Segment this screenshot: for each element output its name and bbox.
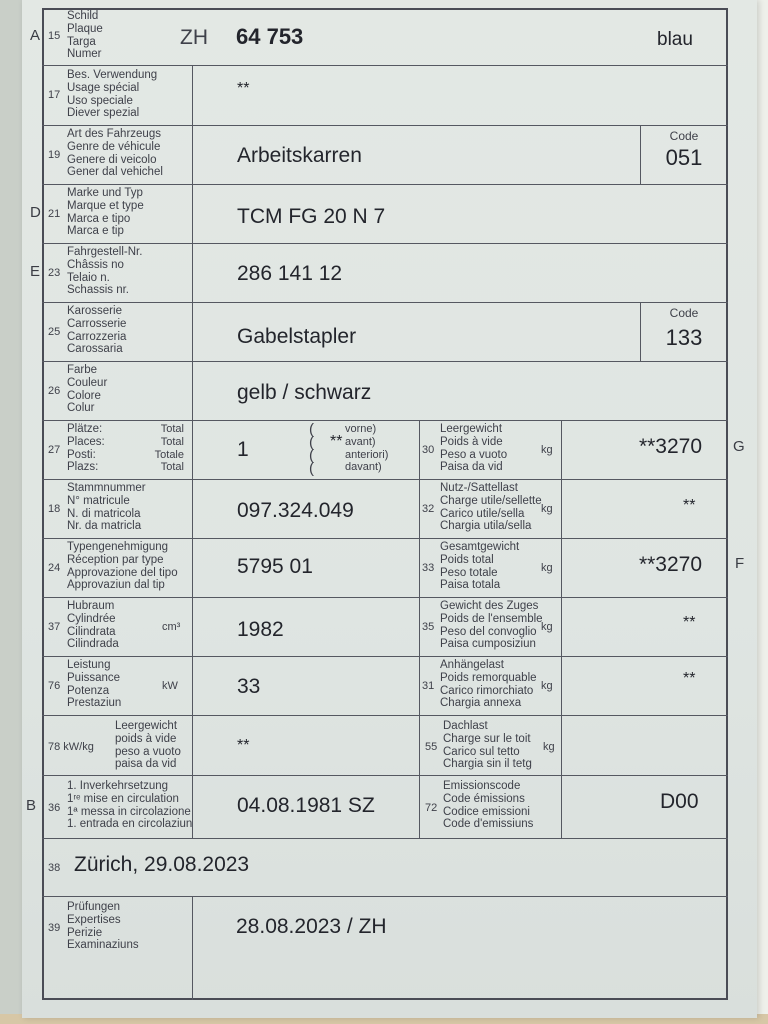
row-divider: [42, 656, 728, 657]
field-number: 36: [48, 802, 61, 814]
row-divider: [42, 597, 728, 598]
front-seats-bracket: ( ( ( (: [309, 421, 314, 477]
row-divider: [42, 243, 728, 244]
row-divider: [42, 302, 728, 303]
unit-cm3: cm³: [162, 621, 181, 633]
first-registration-label: 1. Inverkehrsetzung 1ʳᵉ mise en circulation 1ª messa in circolazione 1. entrada en circolaziun: [67, 780, 193, 831]
side-letter-b: B: [26, 797, 37, 814]
power-weight-value: **: [237, 737, 250, 754]
row-divider: [42, 65, 728, 66]
total-weight-value: **3270: [638, 553, 702, 576]
color-value: gelb / schwarz: [237, 381, 372, 404]
row-divider: [42, 125, 728, 126]
field-number: 21: [48, 208, 61, 220]
make-type-label: Marke und Typ Marque et type Marca e tipo Marca e tip: [67, 187, 144, 238]
field-number: 31: [422, 680, 435, 692]
field-number: 38: [48, 862, 61, 874]
place-date-value: Zürich, 29.08.2023: [74, 853, 250, 876]
unit-kg: kg: [541, 680, 553, 692]
field-number: 33: [422, 562, 435, 574]
power-value: 33: [237, 675, 261, 698]
field-number: 25: [48, 326, 61, 338]
vehicle-kind-code: 051: [665, 145, 703, 170]
field-number: 30: [422, 444, 435, 456]
towing-load-value: **: [683, 670, 696, 687]
field-number: 55: [425, 741, 438, 753]
emission-code-label: Emissionscode Code émissions Codice emissioni Code d'emissiuns: [443, 780, 534, 831]
seats-total-label: Total Total Totale Total: [154, 423, 184, 474]
payload-label: Nutz-/Sattellast Charge utile/sellette Carico utile/sella Chargia utila/sella: [440, 482, 542, 533]
roof-load-label: Dachlast Charge sur le toit Carico sul tetto Chargia sin il tetg: [443, 720, 532, 771]
field-number: 19: [48, 149, 61, 161]
column-divider: [192, 65, 193, 838]
background-left: [0, 0, 22, 1024]
master-number-value: 097.324.049: [237, 499, 354, 522]
unit-kg: kg: [541, 621, 553, 633]
front-seats-value: **: [330, 433, 343, 450]
row-divider: [42, 838, 728, 839]
unit-kg: kg: [541, 562, 553, 574]
column-divider: [561, 420, 562, 838]
code-label: Code: [669, 129, 699, 143]
field-number: 15: [48, 30, 61, 42]
unit-kg: kg: [543, 741, 555, 753]
field-number: 26: [48, 385, 61, 397]
row-divider: [42, 420, 728, 421]
seats-value: 1: [237, 438, 249, 461]
empty-weight-label: Leergewicht Poids à vide Peso a vuoto Paisa da vid: [440, 423, 508, 474]
body-code: 133: [665, 325, 703, 350]
make-type-value: TCM FG 20 N 7: [237, 205, 386, 228]
row-divider: [42, 896, 728, 897]
field-number: 27: [48, 444, 61, 456]
power-label: Leistung Puissance Potenza Prestaziun: [67, 659, 122, 710]
first-registration-value: 04.08.1981 SZ: [237, 794, 375, 817]
master-number-label: Stammnummer N° matricule N. di matricola Nr. da matricla: [67, 482, 146, 533]
side-letter-f: F: [735, 555, 745, 572]
plate-number: 64 753: [236, 24, 304, 49]
row-divider: [42, 479, 728, 480]
train-weight-value: **: [683, 614, 696, 631]
row-divider: [42, 538, 728, 539]
side-letter-a: A: [30, 27, 41, 44]
column-divider: [419, 420, 420, 838]
special-use-label: Bes. Verwendung Usage spécial Uso speciale Diever spezial: [67, 69, 158, 120]
side-letter-g: G: [733, 438, 745, 455]
field-number: 39: [48, 922, 61, 934]
field-number: 78 kW/kg: [48, 741, 94, 753]
seats-label: Plätze: Places: Posti: Plazs:: [67, 423, 105, 474]
row-divider: [42, 715, 728, 716]
field-number: 32: [422, 503, 435, 515]
field-number: 18: [48, 503, 61, 515]
front-seats-label: vorne) avant) anteriori) davant): [345, 423, 389, 474]
unit-kg: kg: [541, 503, 553, 515]
column-divider: [192, 896, 193, 1000]
type-approval-value: 5795 01: [237, 555, 313, 578]
plate-canton: ZH: [180, 26, 208, 49]
row-divider: [42, 184, 728, 185]
field-number: 17: [48, 89, 61, 101]
displacement-value: 1982: [237, 618, 284, 641]
towing-load-label: Anhängelast Poids remorquable Carico rimorchiato Chargia annexa: [440, 659, 537, 710]
code-label: Code: [669, 306, 699, 320]
field-number: 24: [48, 562, 61, 574]
chassis-value: 286 141 12: [237, 262, 343, 285]
vehicle-kind-label: Art des Fahrzeugs Genre de véhicule Genere di veicolo Gener dal vehichel: [67, 128, 163, 179]
field-number: 23: [48, 267, 61, 279]
side-letter-d: D: [30, 204, 41, 221]
plate-color: blau: [657, 29, 693, 50]
body-value: Gabelstapler: [237, 325, 357, 348]
power-weight-label: Leergewicht poids à vide peso a vuoto paisa da vid: [115, 720, 181, 771]
vehicle-kind-value: Arbeitskarren: [237, 144, 362, 167]
displacement-label: Hubraum Cylindrée Cilindrata Cilindrada: [67, 600, 119, 651]
field-number: 76: [48, 680, 61, 692]
emission-code-value: D00: [660, 790, 699, 813]
chassis-label: Fahrgestell-Nr. Châssis no Telaio n. Schassis nr.: [67, 246, 143, 297]
row-divider: [42, 775, 728, 776]
body-label: Karosserie Carrosserie Carrozzeria Carossaria: [67, 305, 127, 356]
row-divider: [42, 361, 728, 362]
empty-weight-value: **3270: [638, 435, 702, 458]
inspections-value: 28.08.2023 / ZH: [236, 915, 387, 938]
special-use-value: **: [237, 80, 250, 97]
type-approval-label: Typengenehmigung Réception par type Approvazione del tipo Approvaziun dal tip: [67, 541, 178, 592]
total-weight-label: Gesamtgewicht Poids total Peso totale Paisa totala: [440, 541, 520, 592]
inspections-label: Prüfungen Expertises Perizie Examinaziuns: [67, 901, 139, 952]
side-letter-e: E: [30, 263, 41, 280]
field-number: 37: [48, 621, 61, 633]
plate-label: Schild Plaque Targa Numer: [67, 10, 103, 61]
unit-kg: kg: [541, 444, 553, 456]
payload-value: **: [683, 497, 696, 514]
color-label: Farbe Couleur Colore Colur: [67, 364, 108, 415]
train-weight-label: Gewicht des Zuges Poids de l'ensemble Peso del convoglio Paisa cumposiziun: [440, 600, 543, 651]
field-number: 72: [425, 802, 438, 814]
unit-kw: kW: [162, 680, 178, 692]
field-number: 35: [422, 621, 435, 633]
